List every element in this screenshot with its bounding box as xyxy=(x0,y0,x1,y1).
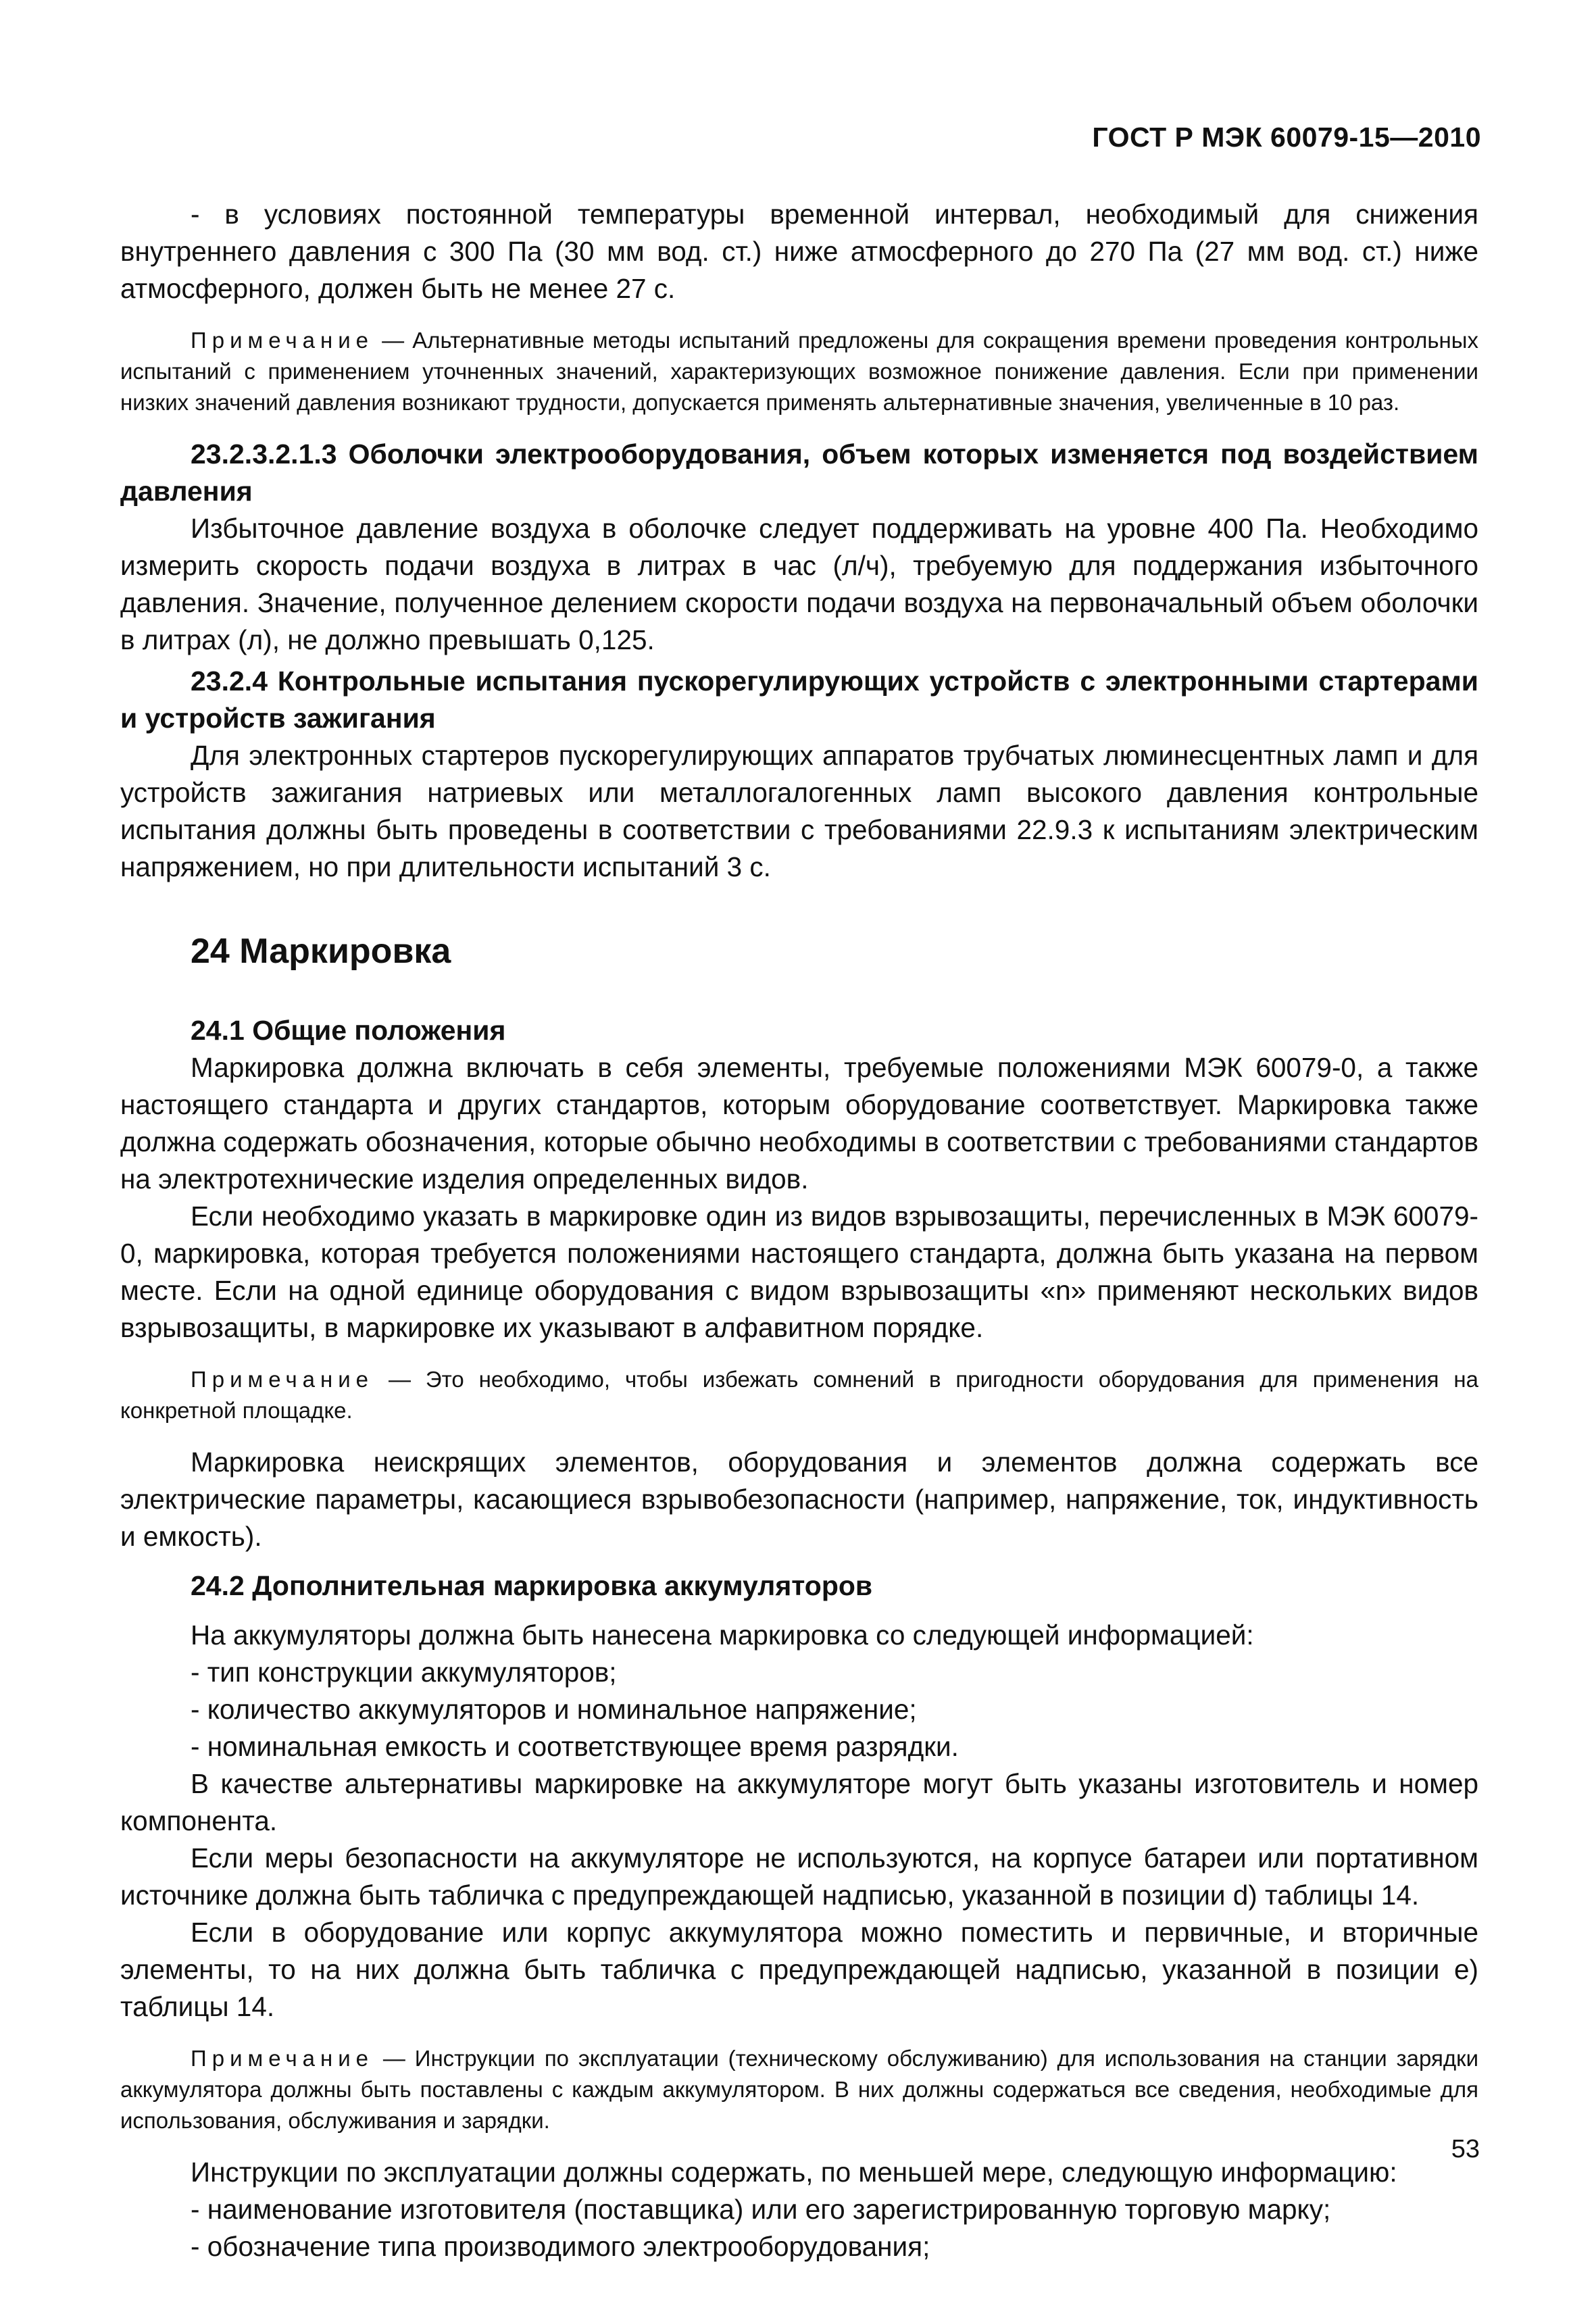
list-item: - обозначение типа производимого электрооборудования; xyxy=(191,2231,930,2262)
note-text: — Альтернативные методы испытаний предложены для сокращения времени проведения контрольных испытаний с применением уточненных значений, характеризующих возможное понижение давления. Если при применении низких значений давления возникают трудности, допускается применять альтернативные значения, увеличенные в 10 раз. xyxy=(120,328,1478,415)
list-item: - наименование изготовителя (поставщика) или его зарегистрированную торговую марку; xyxy=(191,2194,1331,2225)
standard-header: ГОСТ Р МЭК 60079-15—2010 xyxy=(1092,122,1481,153)
note-text: — Инструкции по эксплуатации (техническому обслуживанию) для использования на станции зарядки аккумулятора должны быть поставлены с каждым аккумулятором. В них должны содержаться все сведения, необходимые для использования, обслуживания и зарядки. xyxy=(120,2046,1478,2133)
paragraph: Если необходимо указать в маркировке один из видов взрывозащиты, перечисленных в МЭК 60079-0, маркировка, которая требуется положениями настоящего стандарта, должна быть указана на первом месте. Если на одной единице оборудования с видом взрывозащиты «n» применяют нескольких видов взрывозащиты, в маркировке их указывают в алфавитном порядке. xyxy=(120,1201,1478,1343)
section-heading-24: 24 Маркировка xyxy=(191,932,451,971)
note-label: Примечание xyxy=(191,2046,374,2071)
clause-heading-23-2-3-2-1-3: 23.2.3.2.1.3 Оболочки электрооборудования, объем которых изменяется под воздействием давления xyxy=(120,438,1478,507)
clause-heading-23-2-4: 23.2.4 Контрольные испытания пускорегулирующих устройств с электронными стартерами и устройств зажигания xyxy=(120,665,1478,734)
note xyxy=(120,325,1478,418)
clause-heading-24-1: 24.1 Общие положения xyxy=(191,1015,506,1046)
paragraph: Инструкции по эксплуатации должны содержать, по меньшей мере, следующую информацию: xyxy=(191,2157,1397,2188)
list-item: - номинальная емкость и соответствующее время разрядки. xyxy=(191,1731,959,1762)
spacer xyxy=(120,1605,1478,1617)
paragraph: Маркировка должна включать в себя элементы, требуемые положениями МЭК 60079-0, а также настоящего стандарта и других стандартов, которым оборудование соответствует. Маркировка также должна содержать обозначения, которые обычно необходимы в соответствии с требованиями стандартов на электротехнические изделия определенных видов. xyxy=(120,1052,1478,1194)
note-text: — Это необходимо, чтобы избежать сомнений в пригодности оборудования для применения на конкретной площадке. xyxy=(120,1367,1478,1423)
paragraph: Если в оборудование или корпус аккумулятора можно поместить и первичные, и вторичные элементы, то на них должна быть табличка с предупреждающей надписью, указанной в позиции е) таблицы 14. xyxy=(120,1917,1478,2022)
note xyxy=(120,1364,1478,1426)
paragraph: Если меры безопасности на аккумуляторе не используются, на корпусе батареи или портативном источнике должна быть табличка с предупреждающей надписью, указанной в позиции d) таблицы 14. xyxy=(120,1842,1478,1911)
list-item: - тип конструкции аккумуляторов; xyxy=(191,1657,617,1688)
spacer xyxy=(120,1555,1478,1567)
note-label: Примечание xyxy=(191,328,374,353)
list-item: - количество аккумуляторов и номинальное напряжение; xyxy=(191,1694,917,1725)
paragraph: В качестве альтернативы маркировке на аккумуляторе могут быть указаны изготовитель и номер компонента. xyxy=(120,1768,1478,1836)
paragraph: Для электронных стартеров пускорегулирующих аппаратов трубчатых люминесцентных ламп и для устройств зажигания натриевых или металлогалогенных ламп высокого давления контрольные испытания должны быть проведены в соответствии с требованиями 22.9.3 к испытаниям электрическим напряжением, но при длительности испытаний 3 с. xyxy=(120,740,1478,882)
note-label: Примечание xyxy=(191,1367,374,1392)
page-content xyxy=(120,196,1478,2265)
paragraph: Избыточное давление воздуха в оболочке следует поддерживать на уровне 400 Па. Необходимо измерить скорость подачи воздуха в литрах в час (л/ч), требуемую для поддержания избыточного давления. Значение, полученное делением скорости подачи воздуха на первоначальный объем оболочки в литрах (л), не должно превышать 0,125. xyxy=(120,513,1478,655)
page-number: 53 xyxy=(1451,2135,1480,2163)
paragraph: - в условиях постоянной температуры временной интервал, необходимый для снижения внутреннего давления с 300 Па (30 мм вод. ст.) ниже атмосферного до 270 Па (27 мм вод. ст.) ниже атмосферного, должен быть не менее 27 с. xyxy=(120,199,1478,304)
note xyxy=(120,2043,1478,2136)
clause-heading-24-2: 24.2 Дополнительная маркировка аккумуляторов xyxy=(191,1570,873,1601)
paragraph: Маркировка неискрящих элементов, оборудования и элементов должна содержать все электрические параметры, касающиеся взрывобезопасности (например, напряжение, ток, индуктивность и емкость). xyxy=(120,1447,1478,1552)
paragraph: На аккумуляторы должна быть нанесена маркировка со следующей информацией: xyxy=(191,1619,1254,1651)
